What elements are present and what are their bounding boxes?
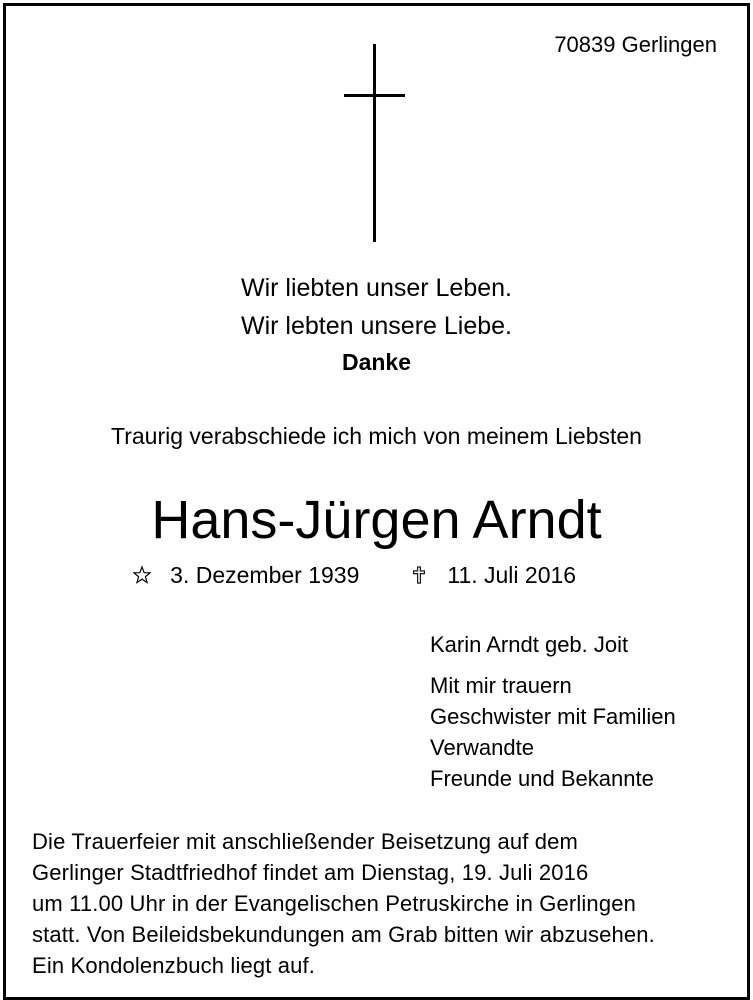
mourners-line-2: Geschwister mit Familien	[430, 704, 676, 729]
funeral-info-line-4: statt. Von Beileidsbekundungen am Grab bitten wir abzusehen.	[32, 922, 655, 947]
funeral-info-line-3: um 11.00 Uhr in der Evangelischen Petruskirche in Gerlingen	[32, 891, 636, 916]
star-icon	[133, 565, 151, 585]
obituary-frame	[3, 3, 750, 1000]
funeral-info-line-1: Die Trauerfeier mit anschließender Beisetzung auf dem	[32, 829, 578, 854]
life-dates	[133, 562, 576, 589]
mourners-line-3: Verwandte	[430, 735, 534, 760]
funeral-info-line-2: Gerlinger Stadtfriedhof findet am Dienstag, 19. Juli 2016	[32, 860, 589, 885]
poem-line-3: Danke	[341, 349, 412, 375]
mourners-line-4: Freunde und Bekannte	[430, 766, 654, 791]
poem-line-1: Wir liebten unser Leben.	[241, 274, 512, 302]
death-date: 11. Juli 2016	[447, 562, 577, 588]
poem-line-2: Wir lebten unsere Liebe.	[241, 312, 512, 340]
intro-text: Traurig verabschiede ich mich von meinem Liebsten	[111, 423, 642, 449]
mourners-line-1: Mit mir trauern	[430, 673, 572, 698]
deceased-name: Hans-Jürgen Arndt	[151, 490, 602, 550]
location: 70839 Gerlingen	[554, 32, 717, 57]
birth-date: 3. Dezember 1939	[170, 562, 360, 588]
widow-name: Karin Arndt geb. Joit	[430, 632, 629, 657]
cross-small-icon	[410, 565, 428, 585]
funeral-info-line-5: Ein Kondolenzbuch liegt auf.	[32, 953, 316, 978]
